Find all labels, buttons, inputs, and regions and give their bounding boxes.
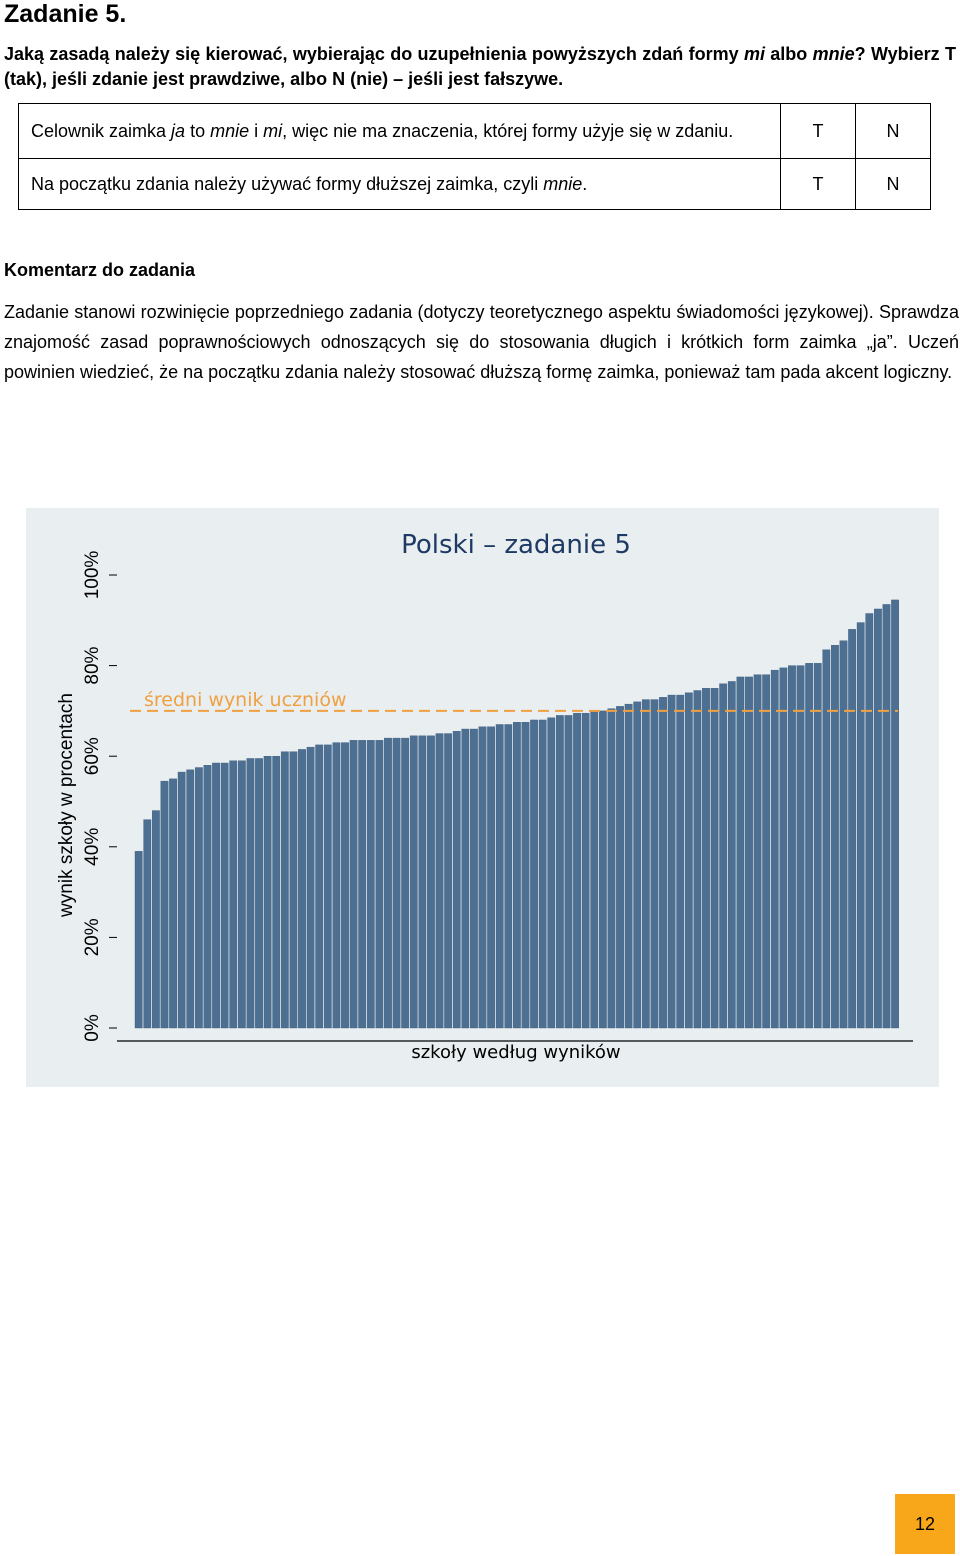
- results-chart: [26, 508, 939, 1087]
- bar: [393, 738, 400, 1028]
- bar: [298, 749, 305, 1028]
- average-line-label: średni wynik uczniów: [144, 689, 347, 711]
- statement-segment: Celownik zaimka: [31, 121, 172, 141]
- bar: [161, 781, 168, 1028]
- bar: [316, 745, 323, 1028]
- bar: [642, 700, 649, 1028]
- y-tick-label: 100%: [82, 550, 103, 600]
- bar: [823, 650, 830, 1028]
- bar: [840, 641, 847, 1028]
- bar: [238, 761, 245, 1028]
- instruction-word-mnie: mnie: [812, 44, 855, 64]
- bar: [247, 758, 254, 1028]
- x-axis-label: szkoły według wyników: [411, 1042, 621, 1063]
- bar: [831, 645, 838, 1028]
- false-option[interactable]: N: [856, 159, 931, 210]
- bar: [410, 736, 417, 1028]
- statement-segment: Na początku zdania należy używać formy dłuższej zaimka, czyli: [31, 174, 544, 194]
- bar: [591, 711, 598, 1028]
- false-option[interactable]: N: [856, 104, 931, 159]
- bar: [513, 722, 520, 1028]
- true-option[interactable]: T: [781, 159, 856, 210]
- comment-title: Komentarz do zadania: [4, 260, 196, 280]
- bar: [401, 738, 408, 1028]
- bar: [754, 675, 761, 1028]
- statement-segment: to: [185, 121, 211, 141]
- bar: [462, 729, 469, 1028]
- bar: [135, 851, 142, 1028]
- bar: [436, 734, 443, 1028]
- bar: [848, 629, 855, 1028]
- bar: [505, 724, 512, 1028]
- statement-segment: .: [582, 174, 588, 194]
- instruction-part-3: ? Wybierz T (tak), jeśli zdanie jest prawdziwe, albo N (nie) – jeśli jest fałszywe.: [4, 44, 956, 89]
- bar: [866, 614, 873, 1029]
- bar: [376, 740, 383, 1028]
- bar: [651, 700, 658, 1028]
- bar: [599, 711, 606, 1028]
- bar: [367, 740, 374, 1028]
- statement-row: [19, 159, 931, 210]
- statement-segment: mnie: [210, 121, 250, 141]
- bar: [187, 770, 194, 1028]
- statement-text: [19, 159, 781, 210]
- bar: [264, 756, 271, 1028]
- statement-row: [19, 104, 931, 159]
- bar: [634, 702, 641, 1028]
- bar: [677, 695, 684, 1028]
- bar: [857, 623, 864, 1028]
- bar: [668, 695, 675, 1028]
- bar: [582, 713, 589, 1028]
- bar: [814, 663, 821, 1028]
- task-heading: Zadanie 5.: [4, 0, 127, 28]
- bar: [324, 745, 331, 1028]
- results-bar-chart: [26, 508, 939, 1087]
- bar: [625, 704, 632, 1028]
- bar: [539, 720, 546, 1028]
- bar: [169, 779, 176, 1028]
- bar: [281, 752, 288, 1028]
- bar: [230, 761, 237, 1028]
- bar: [496, 724, 503, 1028]
- y-tick-label: 0%: [82, 1014, 103, 1042]
- bar: [573, 713, 580, 1028]
- bar: [659, 697, 666, 1028]
- true-option[interactable]: T: [781, 104, 856, 159]
- bar: [702, 688, 709, 1028]
- y-tick-label: 60%: [82, 737, 103, 776]
- bar: [780, 668, 787, 1028]
- bar: [745, 677, 752, 1028]
- y-axis: [82, 551, 117, 1042]
- bar: [608, 709, 615, 1028]
- bar: [694, 691, 701, 1028]
- bars-group: [135, 600, 899, 1028]
- bar: [522, 722, 529, 1028]
- statement-text: [19, 104, 781, 159]
- bar: [771, 670, 778, 1028]
- bar: [212, 763, 219, 1028]
- bar: [728, 681, 735, 1028]
- bar: [891, 600, 898, 1028]
- bar: [453, 731, 460, 1028]
- bar: [341, 743, 348, 1028]
- bar: [444, 734, 451, 1028]
- instruction-word-mi: mi: [743, 44, 765, 64]
- statement-segment: mnie: [543, 174, 583, 194]
- bar: [530, 720, 537, 1028]
- bar: [479, 727, 486, 1028]
- bar: [616, 706, 623, 1028]
- bar: [427, 736, 434, 1028]
- chart-title: Polski – zadanie 5: [401, 530, 631, 560]
- bar: [384, 738, 391, 1028]
- bar: [762, 675, 769, 1028]
- bar: [874, 609, 881, 1028]
- bar: [350, 740, 357, 1028]
- bar: [883, 604, 890, 1028]
- bar: [204, 765, 211, 1028]
- y-axis-label: wynik szkoły w procentach: [56, 693, 77, 917]
- task-instruction: [4, 42, 956, 92]
- bar: [719, 684, 726, 1028]
- bar: [152, 811, 159, 1028]
- true-false-table: [18, 103, 931, 210]
- statement-segment: , więc nie ma znaczenia, której formy użyje się w zdaniu.: [282, 121, 734, 141]
- bar: [178, 772, 185, 1028]
- bar: [797, 666, 804, 1028]
- bar: [307, 747, 314, 1028]
- y-tick-label: 20%: [82, 918, 103, 957]
- bar: [358, 740, 365, 1028]
- comment-text: Zadanie stanowi rozwinięcie poprzedniego zadania (dotyczy teoretycznego aspektu świadomości językowej). Sprawdza znajomość zasad poprawnościowych odnoszących się do stosowania długich i krótkich form zaimka „ja”. Uczeń powinien wiedzieć, że na początku zdania należy stosować dłuższą formę zaimka, ponieważ tam pada akcent logiczny.: [4, 302, 959, 382]
- bar: [419, 736, 426, 1028]
- page-number: 12: [895, 1494, 955, 1554]
- statement-segment: ja: [171, 121, 186, 141]
- bar: [221, 763, 228, 1028]
- bar: [273, 756, 280, 1028]
- bar: [556, 715, 563, 1028]
- bar: [255, 758, 262, 1028]
- instruction-part-1: Jaką zasadą należy się kierować, wybierając do uzupełnienia powyższych zdań formy: [4, 44, 744, 64]
- bar: [565, 715, 572, 1028]
- bar: [685, 693, 692, 1028]
- bar: [333, 743, 340, 1028]
- bar: [144, 820, 151, 1028]
- y-tick-label: 80%: [82, 646, 103, 685]
- bar: [487, 727, 494, 1028]
- instruction-part-2: albo: [764, 44, 813, 64]
- bar: [548, 718, 555, 1028]
- bar: [711, 688, 718, 1028]
- bar: [195, 768, 202, 1028]
- y-tick-label: 40%: [82, 827, 103, 866]
- bar: [470, 729, 477, 1028]
- bar: [805, 663, 812, 1028]
- bar: [788, 666, 795, 1028]
- bar: [737, 677, 744, 1028]
- statement-segment: mi: [263, 121, 283, 141]
- statement-segment: i: [249, 121, 264, 141]
- bar: [290, 752, 297, 1028]
